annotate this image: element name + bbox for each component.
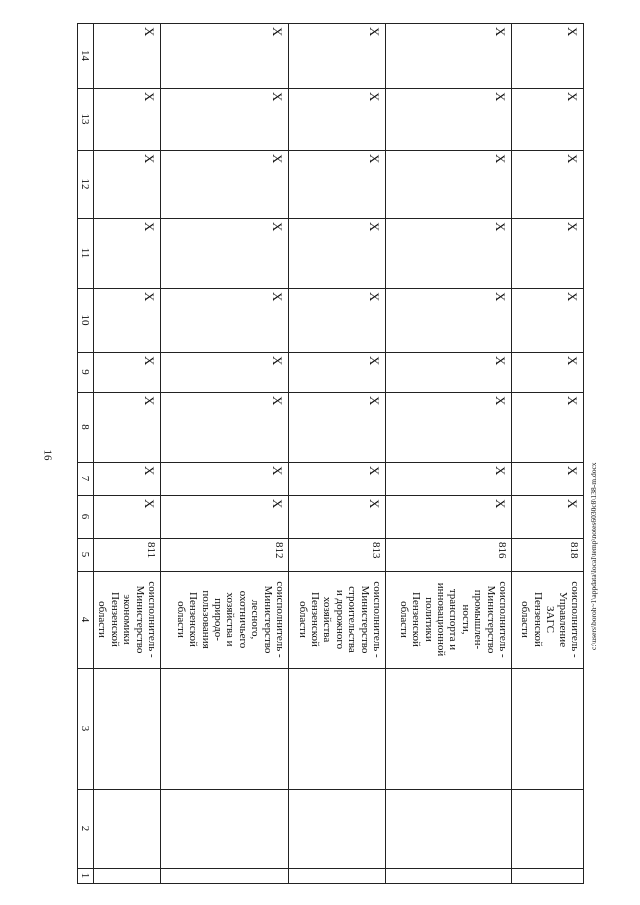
header-cell (77, 462, 93, 495)
description-line: экономики (121, 594, 134, 645)
table-cell (385, 88, 511, 150)
table-cell (385, 571, 511, 668)
table-cell (160, 23, 288, 88)
x-mark: X (142, 92, 157, 102)
x-mark: X (493, 154, 508, 164)
x-mark: X (367, 27, 382, 37)
table-cell (385, 392, 511, 462)
table-cell (288, 392, 385, 462)
table-column-divider (77, 883, 584, 884)
description-line: Управление (556, 591, 569, 648)
header-cell (77, 23, 93, 88)
x-mark: X (142, 154, 157, 164)
table-column-divider (77, 538, 584, 539)
table-cell (160, 538, 288, 571)
header-cell (77, 218, 93, 288)
table-cell (160, 571, 288, 668)
x-mark: X (493, 92, 508, 102)
table-cell (160, 495, 288, 538)
description-line: строительства (346, 586, 359, 653)
table-column-divider (77, 495, 584, 496)
table-cell (93, 462, 160, 495)
table-cell (385, 288, 511, 352)
description-line: соисполнитель - (274, 581, 286, 658)
header-col-1: 1 (79, 872, 91, 879)
table-column-divider (77, 462, 584, 463)
description-line: Министерство (484, 585, 497, 654)
x-mark: X (142, 222, 157, 232)
description-line: соисполнитель - (569, 581, 581, 658)
x-mark: X (493, 356, 508, 366)
table-cell (160, 218, 288, 288)
description-line: политики (422, 597, 435, 642)
table-cell (160, 392, 288, 462)
x-mark: X (142, 396, 157, 406)
description-line: области (519, 601, 532, 638)
table-column-divider (77, 150, 584, 151)
table-cell (288, 23, 385, 88)
table-cell (93, 23, 160, 88)
table-cell (511, 538, 583, 571)
header-col-14: 14 (79, 50, 91, 61)
x-mark: X (565, 92, 580, 102)
header-cell (77, 288, 93, 352)
x-mark: X (565, 292, 580, 302)
table-row-divider (160, 23, 161, 884)
header-cell (77, 789, 93, 868)
description-line: Пензенской (187, 592, 200, 647)
table-column-divider (77, 789, 584, 790)
table-cell (160, 352, 288, 392)
x-mark: X (367, 292, 382, 302)
x-mark: X (367, 499, 382, 509)
table-column-divider (77, 88, 584, 89)
x-mark: X (142, 356, 157, 366)
table-row-divider (77, 23, 78, 884)
table-cell (93, 392, 160, 462)
table-cell (93, 571, 160, 668)
table-cell (288, 150, 385, 218)
description-line: хозяйства и (224, 592, 237, 647)
description-line: соисполнитель - (146, 581, 158, 658)
description-line: области (397, 601, 410, 638)
description-line: Пензенской (308, 592, 321, 647)
x-mark: X (565, 396, 580, 406)
x-mark: X (493, 222, 508, 232)
table-column-divider (77, 352, 584, 353)
table-cell (93, 150, 160, 218)
budget-code: 812 (273, 542, 285, 559)
table-cell (160, 288, 288, 352)
table-cell (385, 218, 511, 288)
description-line: соисполнитель - (497, 581, 509, 658)
description-line: Министерство (261, 585, 274, 654)
budget-code: 811 (145, 542, 157, 559)
description-line: области (96, 601, 109, 638)
header-cell (77, 150, 93, 218)
table-cell (511, 23, 583, 88)
table-row-divider (583, 23, 584, 884)
header-cell (77, 88, 93, 150)
table-cell (288, 538, 385, 571)
x-mark: X (565, 499, 580, 509)
table-cell (511, 495, 583, 538)
x-mark: X (142, 466, 157, 476)
description-line: Пензенской (531, 592, 544, 647)
x-mark: X (493, 499, 508, 509)
x-mark: X (367, 356, 382, 366)
x-mark: X (493, 396, 508, 406)
table-row-divider (385, 23, 386, 884)
header-col-5: 5 (79, 551, 91, 558)
x-mark: X (367, 222, 382, 232)
file-path-footer: c:\users\boroh~1\appdata\local\temp\notes6030c8\138-m.docx (589, 462, 598, 650)
table-column-divider (77, 668, 584, 669)
table-cell (288, 218, 385, 288)
header-col-7: 7 (79, 475, 91, 482)
header-cell (77, 868, 93, 883)
table-cell (511, 352, 583, 392)
x-mark: X (270, 499, 285, 509)
table-cell (511, 288, 583, 352)
header-cell (77, 571, 93, 668)
table-column-divider (77, 868, 584, 869)
description-line: охотничьего (236, 590, 249, 649)
description-line: Министерство (133, 585, 146, 654)
description-line: ности, (459, 604, 472, 635)
table-cell (93, 495, 160, 538)
header-col-4: 4 (79, 616, 91, 623)
table-cell (160, 462, 288, 495)
x-mark: X (565, 222, 580, 232)
table-cell (160, 88, 288, 150)
table-cell (511, 88, 583, 150)
description-line: лесного, (249, 599, 262, 640)
header-col-10: 10 (79, 314, 91, 326)
table-cell (93, 218, 160, 288)
header-cell (77, 352, 93, 392)
table-cell (93, 88, 160, 150)
x-mark: X (565, 154, 580, 164)
header-cell (77, 668, 93, 789)
header-col-8: 8 (79, 424, 91, 430)
header-cell (77, 392, 93, 462)
description-line: и дорожного (333, 589, 346, 650)
table-column-divider (77, 23, 584, 24)
table-cell (385, 462, 511, 495)
header-cell (77, 495, 93, 538)
budget-code: 816 (496, 542, 508, 559)
table-cell (511, 150, 583, 218)
page-number: 16 (41, 449, 54, 461)
description-line: инновационной (434, 582, 447, 657)
header-col-2: 2 (79, 825, 91, 832)
x-mark: X (367, 396, 382, 406)
header-col-3: 3 (79, 725, 91, 732)
table-cell (511, 392, 583, 462)
x-mark: X (270, 222, 285, 232)
x-mark: X (493, 27, 508, 37)
description-line: области (296, 601, 309, 638)
x-mark: X (565, 356, 580, 366)
description-line: промышлен- (472, 589, 485, 650)
x-mark: X (270, 396, 285, 406)
x-mark: X (270, 92, 285, 102)
x-mark: X (270, 154, 285, 164)
description-line: соисполнитель - (371, 581, 383, 658)
table-cell (511, 571, 583, 668)
description-line: пользования (199, 590, 212, 649)
table-cell (93, 538, 160, 571)
table-cell (288, 352, 385, 392)
x-mark: X (270, 356, 285, 366)
table-cell (160, 150, 288, 218)
header-col-9: 9 (79, 369, 91, 375)
table-cell (511, 218, 583, 288)
x-mark: X (565, 27, 580, 37)
x-mark: X (270, 27, 285, 37)
table-column-divider (77, 288, 584, 289)
table-cell (288, 571, 385, 668)
x-mark: X (270, 292, 285, 302)
x-mark: X (142, 499, 157, 509)
description-line: Министерство (358, 585, 371, 654)
table-cell (385, 352, 511, 392)
table-cell (385, 150, 511, 218)
x-mark: X (270, 466, 285, 476)
description-line: транспорта и (447, 588, 460, 651)
description-line: Пензенской (410, 592, 423, 647)
table-row-divider (93, 23, 94, 884)
x-mark: X (565, 466, 580, 476)
description-line: Пензенской (108, 592, 121, 647)
header-col-12: 12 (79, 178, 91, 190)
x-mark: X (367, 92, 382, 102)
table-column-divider (77, 218, 584, 219)
x-mark: X (367, 466, 382, 476)
table-column-divider (77, 392, 584, 393)
x-mark: X (142, 292, 157, 302)
table-cell (288, 288, 385, 352)
x-mark: X (142, 27, 157, 37)
table-cell (385, 538, 511, 571)
table-cell (288, 495, 385, 538)
table-cell (93, 352, 160, 392)
x-mark: X (367, 154, 382, 164)
description-line: области (174, 601, 187, 638)
header-col-11: 11 (79, 247, 91, 259)
budget-code: 813 (370, 542, 382, 559)
table-cell (385, 495, 511, 538)
header-col-6: 6 (79, 513, 91, 520)
table-cell (511, 462, 583, 495)
header-cell (77, 538, 93, 571)
table-cell (288, 88, 385, 150)
description-line: природо- (211, 598, 224, 641)
x-mark: X (493, 292, 508, 302)
table-cell (385, 23, 511, 88)
table-cell (288, 462, 385, 495)
budget-code: 818 (568, 542, 580, 559)
description-line: ЗАГС (544, 605, 557, 633)
table-column-divider (77, 571, 584, 572)
x-mark: X (493, 466, 508, 476)
table-row-divider (511, 23, 512, 884)
header-col-13: 13 (79, 113, 91, 125)
description-line: хозяйства (321, 596, 334, 643)
table-row-divider (288, 23, 289, 884)
table-cell (93, 288, 160, 352)
